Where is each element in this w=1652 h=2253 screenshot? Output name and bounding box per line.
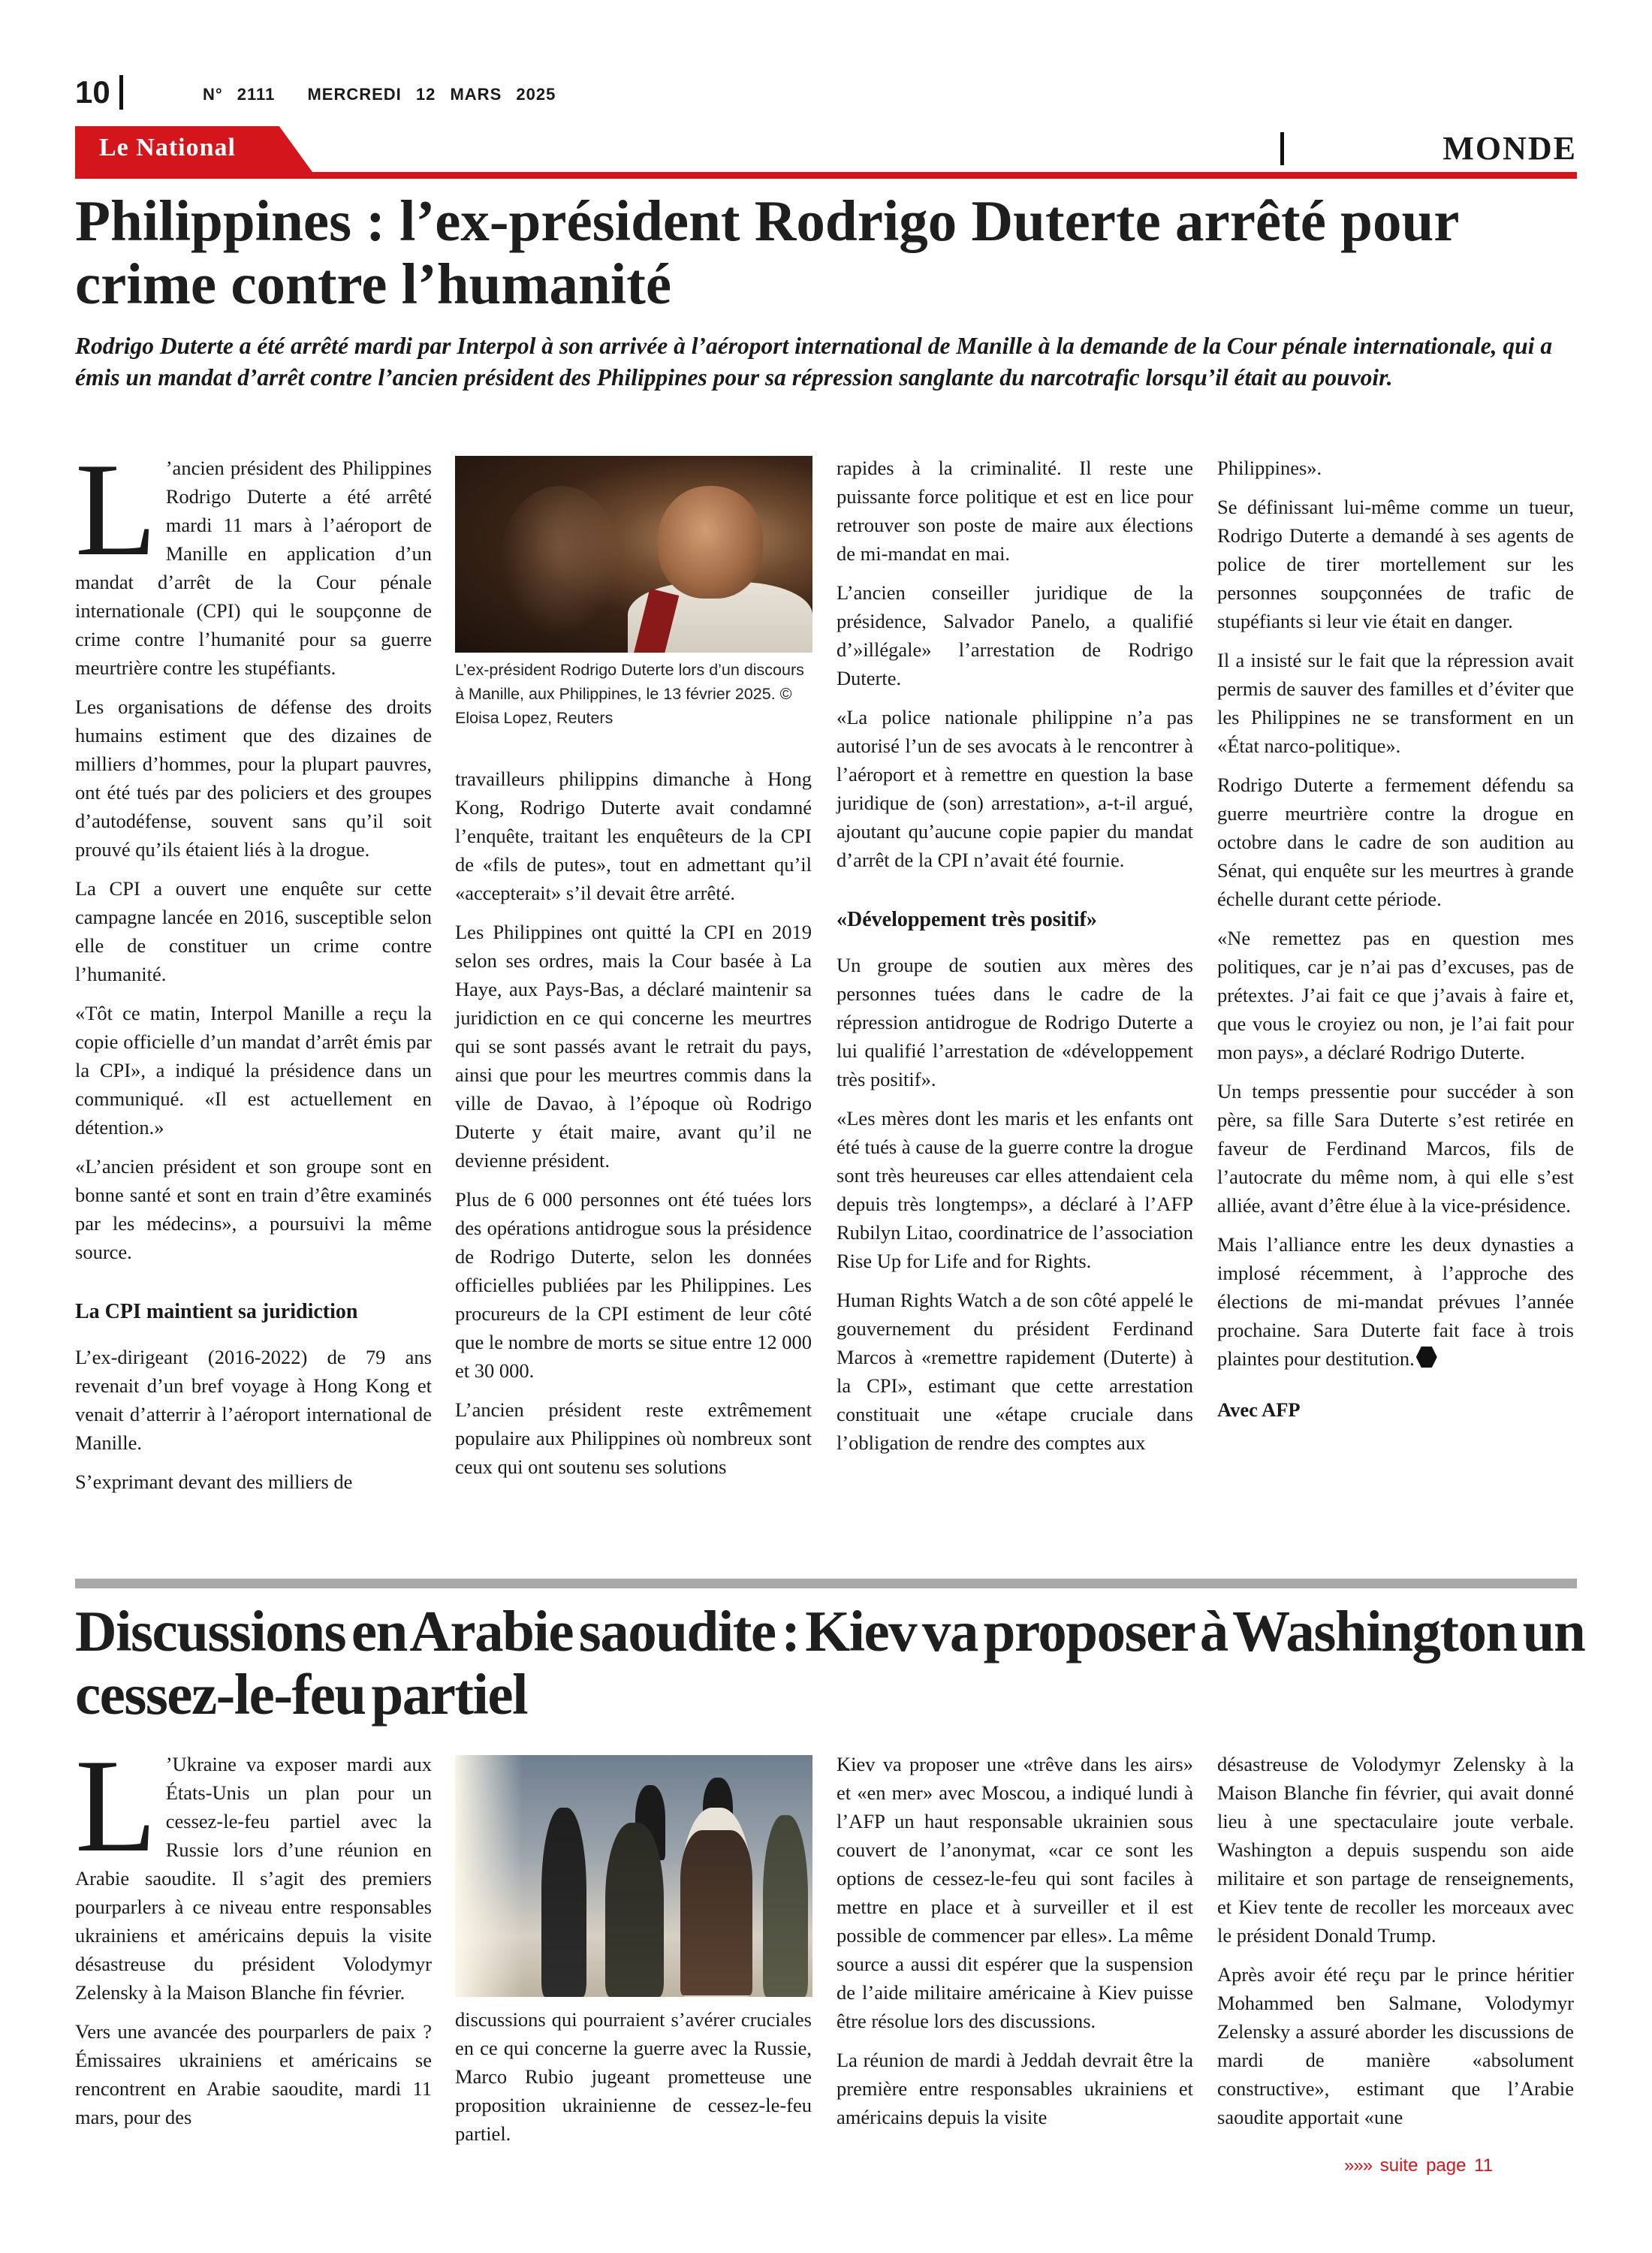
paragraph: [1217, 1230, 1574, 1373]
article-signature: Avec AFP: [1217, 1398, 1301, 1421]
paragraph: travailleurs philippins dimanche à Hong Kong, Rodrigo Duterte avait condamné l’enquête, traitant les enquêteurs de la CPI de «fils de putes», tout en admettant qu’il «accepterait» s’il devait être arrêté.: [455, 768, 812, 904]
article-1-lede: Rodrigo Duterte a été arrêté mardi par Interpol à son arrivée à l’aéroport international de Manille à la demande de la Cour pénale internationale, qui a émis un mandat d’arrêt contre l’ancien président des Philippines pour sa répression sanglante du narcotrafic lorsqu’il était au pouvoir.: [75, 333, 1553, 391]
drop-cap: L: [75, 435, 157, 584]
drop-cap: L: [75, 1731, 157, 1880]
subheading: «Développement très positif»: [837, 908, 1097, 931]
paragraph: Après avoir été reçu par le prince héritier Mohammed ben Salmane, Volodymyr Zelensky a assuré aborder les discussions de mardi de manière «absolument constructive», estimant que l’Arabie saoudite apportait «une: [1217, 1963, 1574, 2128]
photo-figure-robe: [680, 1830, 752, 1995]
paragraph: «Les mères dont les maris et les enfants ont été tués à cause de la guerre contre la drogue sont très heureuses car elles attendaient cela depuis très longtemps», a déclaré à l’AFP Rubilyn Litao, coordinatrice de l’association Rise Up for Life and for Rights.: [837, 1107, 1193, 1272]
article-1-column-3: [837, 454, 1193, 1467]
issue-line: [203, 85, 556, 104]
paragraph: «L’ancien président et son groupe sont en bonne santé et sont en train d’être examinés par les médecins», a poursuivi la même source.: [75, 1155, 432, 1263]
photo-figure: [605, 1823, 664, 1997]
article-2-headline: Discussions en Arabie saoudite : Kiev va proposer à Washington un cessez-le-feu partiel: [75, 1599, 1585, 1727]
paper-name: Le National: [99, 134, 236, 161]
paragraph: Plus de 6 000 personnes ont été tuées lors des opérations antidrogue sous la présidence de Rodrigo Duterte, selon les données officielles publiées par les Philippines. Les procureurs de la CPI estiment de leur côté que le nombre de morts se situe entre 12 000 et 30 000.: [455, 1188, 812, 1382]
article-1-headline: Philippines : l’ex-président Rodrigo Duterte arrêté pour crime contre l’humanité: [75, 189, 1459, 316]
paragraph: La CPI a ouvert une enquête sur cette campagne lancée en 2016, susceptible selon elle de constituer un crime contre l’humanité.: [75, 877, 432, 985]
paragraph: L’ex-dirigeant (2016-2022) de 79 ans revenait d’un bref voyage à Hong Kong et venait d’atterrir à l’aéroport international de Manille.: [75, 1346, 432, 1454]
photo-light-glow: [455, 1755, 523, 1997]
photo-figure: [680, 1808, 752, 1997]
paragraph-text: ’ancien président des Philippines Rodrigo Duterte a été arrêté mardi 11 mars à l’aéroport de Manille en application d’un mandat d’arrêt de la Cour pénale internationale (CPI) qui le soupçonne de crime contre l’humanité pour sa guerre meurtrière contre les stupéfiants.: [75, 457, 432, 679]
paragraph: S’exprimant devant des milliers de: [75, 1470, 353, 1493]
paragraph: «La police nationale philippine n’a pas autorisé l’un de ses avocats à le rencontrer à l’aéroport et à remettre en question la base juridique de (son) arrestation», a-t-il argué, ajoutant qu’aucune copie papier du mandat d’arrêt de la CPI n’avait été fournie.: [837, 706, 1193, 871]
paragraph: Un temps pressentie pour succéder à son père, sa fille Sara Duterte s’est retirée en faveur de Ferdinand Marcos, fils de l’autocrate du même nom, à qui elle s’est alliée, avant d’être élue à la vice-présidence.: [1217, 1080, 1574, 1217]
photo-figure: [763, 1815, 808, 1997]
paragraph-text: Mais l’alliance entre les deux dynasties a implosé récemment, à l’approche des élections de mi-mandat prévues l’année prochaine. Sara Duterte fait face à trois plaintes pour destitution.: [1217, 1233, 1574, 1370]
article-2-column-3: [837, 1750, 1193, 2142]
paragraph: rapides à la criminalité. Il reste une puissante force politique et est en lice pour retrouver son poste de maire aux élections de mi-mandat en mai.: [837, 457, 1193, 565]
paragraph: désastreuse de Volodymyr Zelensky à la Maison Blanche fin février, qui avait donné lieu à une spectaculaire joute verbale. Washington a depuis suspendu son aide militaire et son partage de renseignements, et Kiev tente de recoller les morceaux avec le président Donald Trump.: [1217, 1753, 1574, 1947]
paragraph: Les Philippines ont quitté la CPI en 2019 selon ses ordres, mais la Cour basée à La Haye, aux Pays-Bas, a déclaré maintenir sa juridiction en ce qui concerne les meurtres qui se sont passés avant le retrait du pays, ainsi que pour les meurtres commis dans la ville de Davao, à l’époque où Rodrigo Duterte y était maire, avant qu’il ne devienne président.: [455, 921, 812, 1172]
continued-arrows-icon: »»»: [1344, 2155, 1373, 2176]
section-separator: [1280, 132, 1284, 165]
paragraph: Les organisations de défense des droits humains estiment que des dizaines de milliers d’hommes, pour la plupart pauvres, ont été tués par des policiers et des groupes d’autodéfense, souvent sans qu’il soit prouvé qu’ils étaient liés à la drogue.: [75, 695, 432, 861]
article-1-column-1: [75, 435, 432, 1507]
banner-rule: [75, 172, 1577, 179]
folio-divider: [119, 75, 123, 110]
photo-figure-face: [658, 486, 763, 599]
paragraph: Human Rights Watch a de son côté appelé le gouvernement du président Ferdinand Marcos à «remettre rapidement (Duterte) à la CPI», estimant que cette arrestation constituait une «étape cruciale dans l’obligation de rendre des comptes aux: [837, 1289, 1193, 1454]
paragraph: Vers une avancée des pourparlers de paix ? Émissaires ukrainiens et américains se rencontrent en Arabie saoudite, mardi 11 mars, pour des: [75, 2020, 432, 2128]
paragraph: Rodrigo Duterte a fermement défendu sa guerre meurtrière contre la drogue en octobre dans le cadre de son audition au Sénat, qui enquête sur les meurtres à grande échelle durant cette période.: [1217, 774, 1574, 910]
paragraph: «Ne remettez pas en question mes politiques, car je n’ai pas d’excuses, pas de prétextes. J’ai fait ce que j’avais à faire et, que vous le croyiez ou non, je l’ai fait pour mon pays», a déclaré Rodrigo Duterte.: [1217, 927, 1574, 1063]
photo-figure: [541, 1808, 586, 1997]
duterte-photo: [455, 456, 812, 653]
paragraph: Il a insisté sur le fait que la répression avait permis de sauver des familles et d’éviter que les Philippines ne se transforment en un «État narco-politique».: [1217, 649, 1574, 757]
subheading: La CPI maintient sa juridiction: [75, 1300, 358, 1323]
end-of-article-icon: [1416, 1347, 1437, 1368]
article-2-column-2: [455, 2005, 812, 2158]
issue-number: N° 2111: [203, 85, 276, 104]
continued-link[interactable]: [1344, 2155, 1493, 2176]
paragraph: Un groupe de soutien aux mères des personnes tuées dans le cadre de la répression antidrogue de Rodrigo Duterte a lui qualifié l’arrestation de «développement très positif».: [837, 954, 1193, 1090]
continued-text: suite page 11: [1379, 2155, 1494, 2176]
paragraph: [75, 435, 432, 682]
article-2-column-4: [1217, 1750, 1574, 2142]
article-2-column-1: [75, 1731, 432, 2142]
article-divider: [75, 1579, 1577, 1588]
paragraph-text: ’Ukraine va exposer mardi aux États-Unis un plan pour un cessez-le-feu partiel avec la Russie lors d’une réunion en Arabie saoudite. Il s’agit des premiers pourparlers à ce niveau entre responsables ukrainiens et américains depuis la visite désastreuse du président Volodymyr Zelensky à la Maison Blanche fin février.: [75, 1753, 432, 2004]
paragraph: Se définissant lui-même comme un tueur, Rodrigo Duterte a demandé à ses agents de police de tirer mortellement sur les personnes soupçonnées de trafic de stupéfiants si leur vie était en danger.: [1217, 496, 1574, 632]
page-number: 10: [75, 74, 110, 110]
folio: [75, 69, 123, 116]
paragraph: Kiev va proposer une «trêve dans les airs» et «en mer» avec Moscou, a indiqué lundi à l’AFP un haut responsable ukrainien sous couvert de l’anonymat, «car ce sont les options de cessez-le-feu qui sont faciles à mettre en place et à surveiller et il est possible de commencer par elles». La même source a aussi dit espérer que la suspension de l’aide militaire américaine à Kiev puisse être résolue lors des discussions.: [837, 1753, 1193, 2032]
paragraph: L’ancien président reste extrêmement populaire aux Philippines où nombreux sont ceux qui ont soutenu ses solutions: [455, 1398, 812, 1478]
paragraph: L’ancien conseiller juridique de la présidence, Salvador Panelo, a qualifié d’»illégale» l’arrestation de Rodrigo Duterte.: [837, 581, 1193, 689]
issue-date: MERCREDI 12 MARS 2025: [307, 85, 556, 104]
article-1-column-2: [455, 765, 812, 1491]
paragraph: [75, 1731, 432, 2007]
paragraph: «Tôt ce matin, Interpol Manille a reçu la copie officielle d’un mandat d’arrêt émis par la CPI», a indiqué la présidence dans un communiqué. «Il est actuellement en détention.»: [75, 1002, 432, 1139]
section-name: MONDE: [1442, 130, 1577, 167]
photo-blur-figure: [500, 486, 620, 636]
paragraph: Philippines».: [1217, 457, 1322, 479]
section-banner: [75, 126, 1577, 179]
zelensky-photo: [455, 1755, 812, 1997]
article-1-column-4: [1217, 454, 1574, 1434]
photo-caption: L’ex-président Rodrigo Duterte lors d’un discours à Manille, aux Philippines, le 13 février 2025. © Eloisa Lopez, Reuters: [455, 661, 804, 727]
paragraph: discussions qui pourraient s’avérer cruciales en ce qui concerne la guerre avec la Russie, Marco Rubio jugeant prometteuse une proposition ukrainienne de cessez-le-feu partiel.: [455, 2008, 812, 2145]
paragraph: La réunion de mardi à Jeddah devrait être la première entre responsables ukrainiens et américains depuis la visite: [837, 2049, 1193, 2128]
